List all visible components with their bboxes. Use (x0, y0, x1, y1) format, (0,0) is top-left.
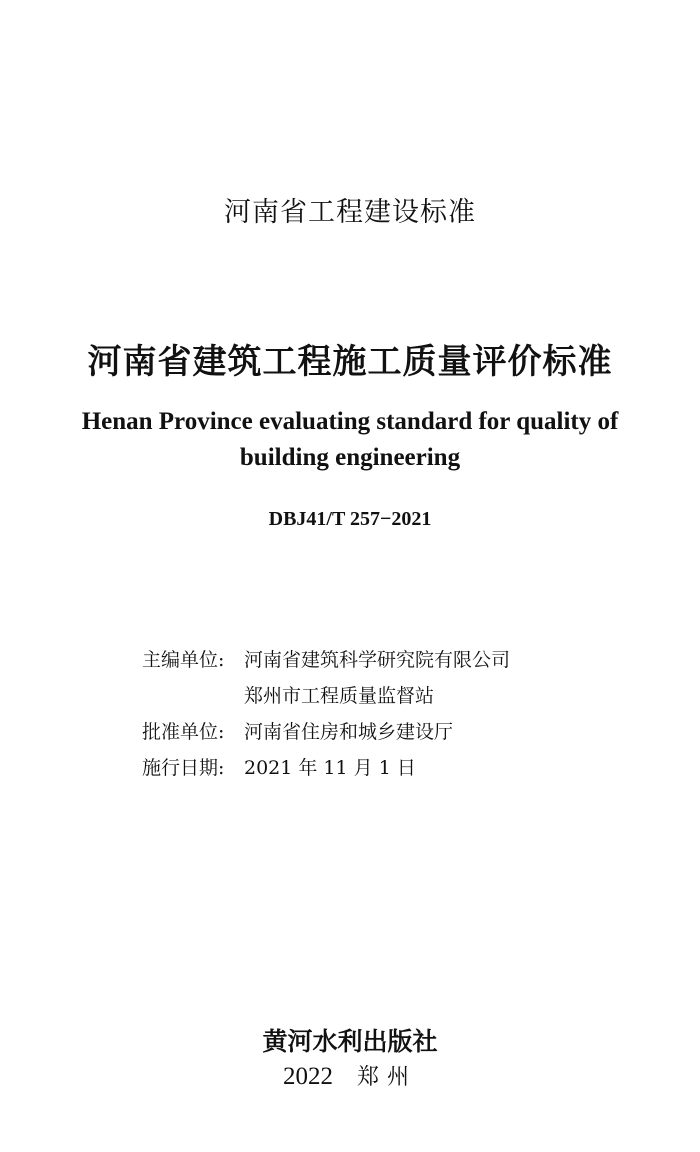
editor-label: 主编单位: (142, 649, 225, 671)
publisher-name: 黄河水利出版社 (262, 1027, 438, 1056)
info-block (142, 642, 510, 786)
effective-label: 施行日期: (142, 757, 225, 779)
effective-date-value: 2021 年 11 月 1 日 (244, 757, 416, 779)
english-title (58, 404, 642, 476)
approver-label: 批准单位: (142, 721, 225, 743)
publication-line (0, 1060, 700, 1091)
publication-year: 2022 (282, 1063, 333, 1090)
co-editor-value: 郑州市工程质量监督站 (244, 685, 435, 707)
approver-value: 河南省住房和城乡建设厅 (244, 721, 454, 743)
english-title-line-1: Henan Province evaluating standard for quality of (81, 408, 619, 435)
document-title: 河南省建筑工程施工质量评价标准 (87, 342, 613, 382)
publication-city: 郑州 (356, 1065, 417, 1090)
info-row-effective (142, 750, 510, 786)
editor-value: 河南省建筑科学研究院有限公司 (244, 649, 511, 671)
standard-code: DBJ41/T 257−2021 (268, 508, 432, 530)
info-row-editor-2 (142, 678, 510, 714)
info-row-editor (142, 642, 510, 678)
english-title-line-2: building engineering (239, 444, 461, 471)
info-row-approver (142, 714, 510, 750)
series-title: 河南省工程建设标准 (224, 197, 476, 228)
